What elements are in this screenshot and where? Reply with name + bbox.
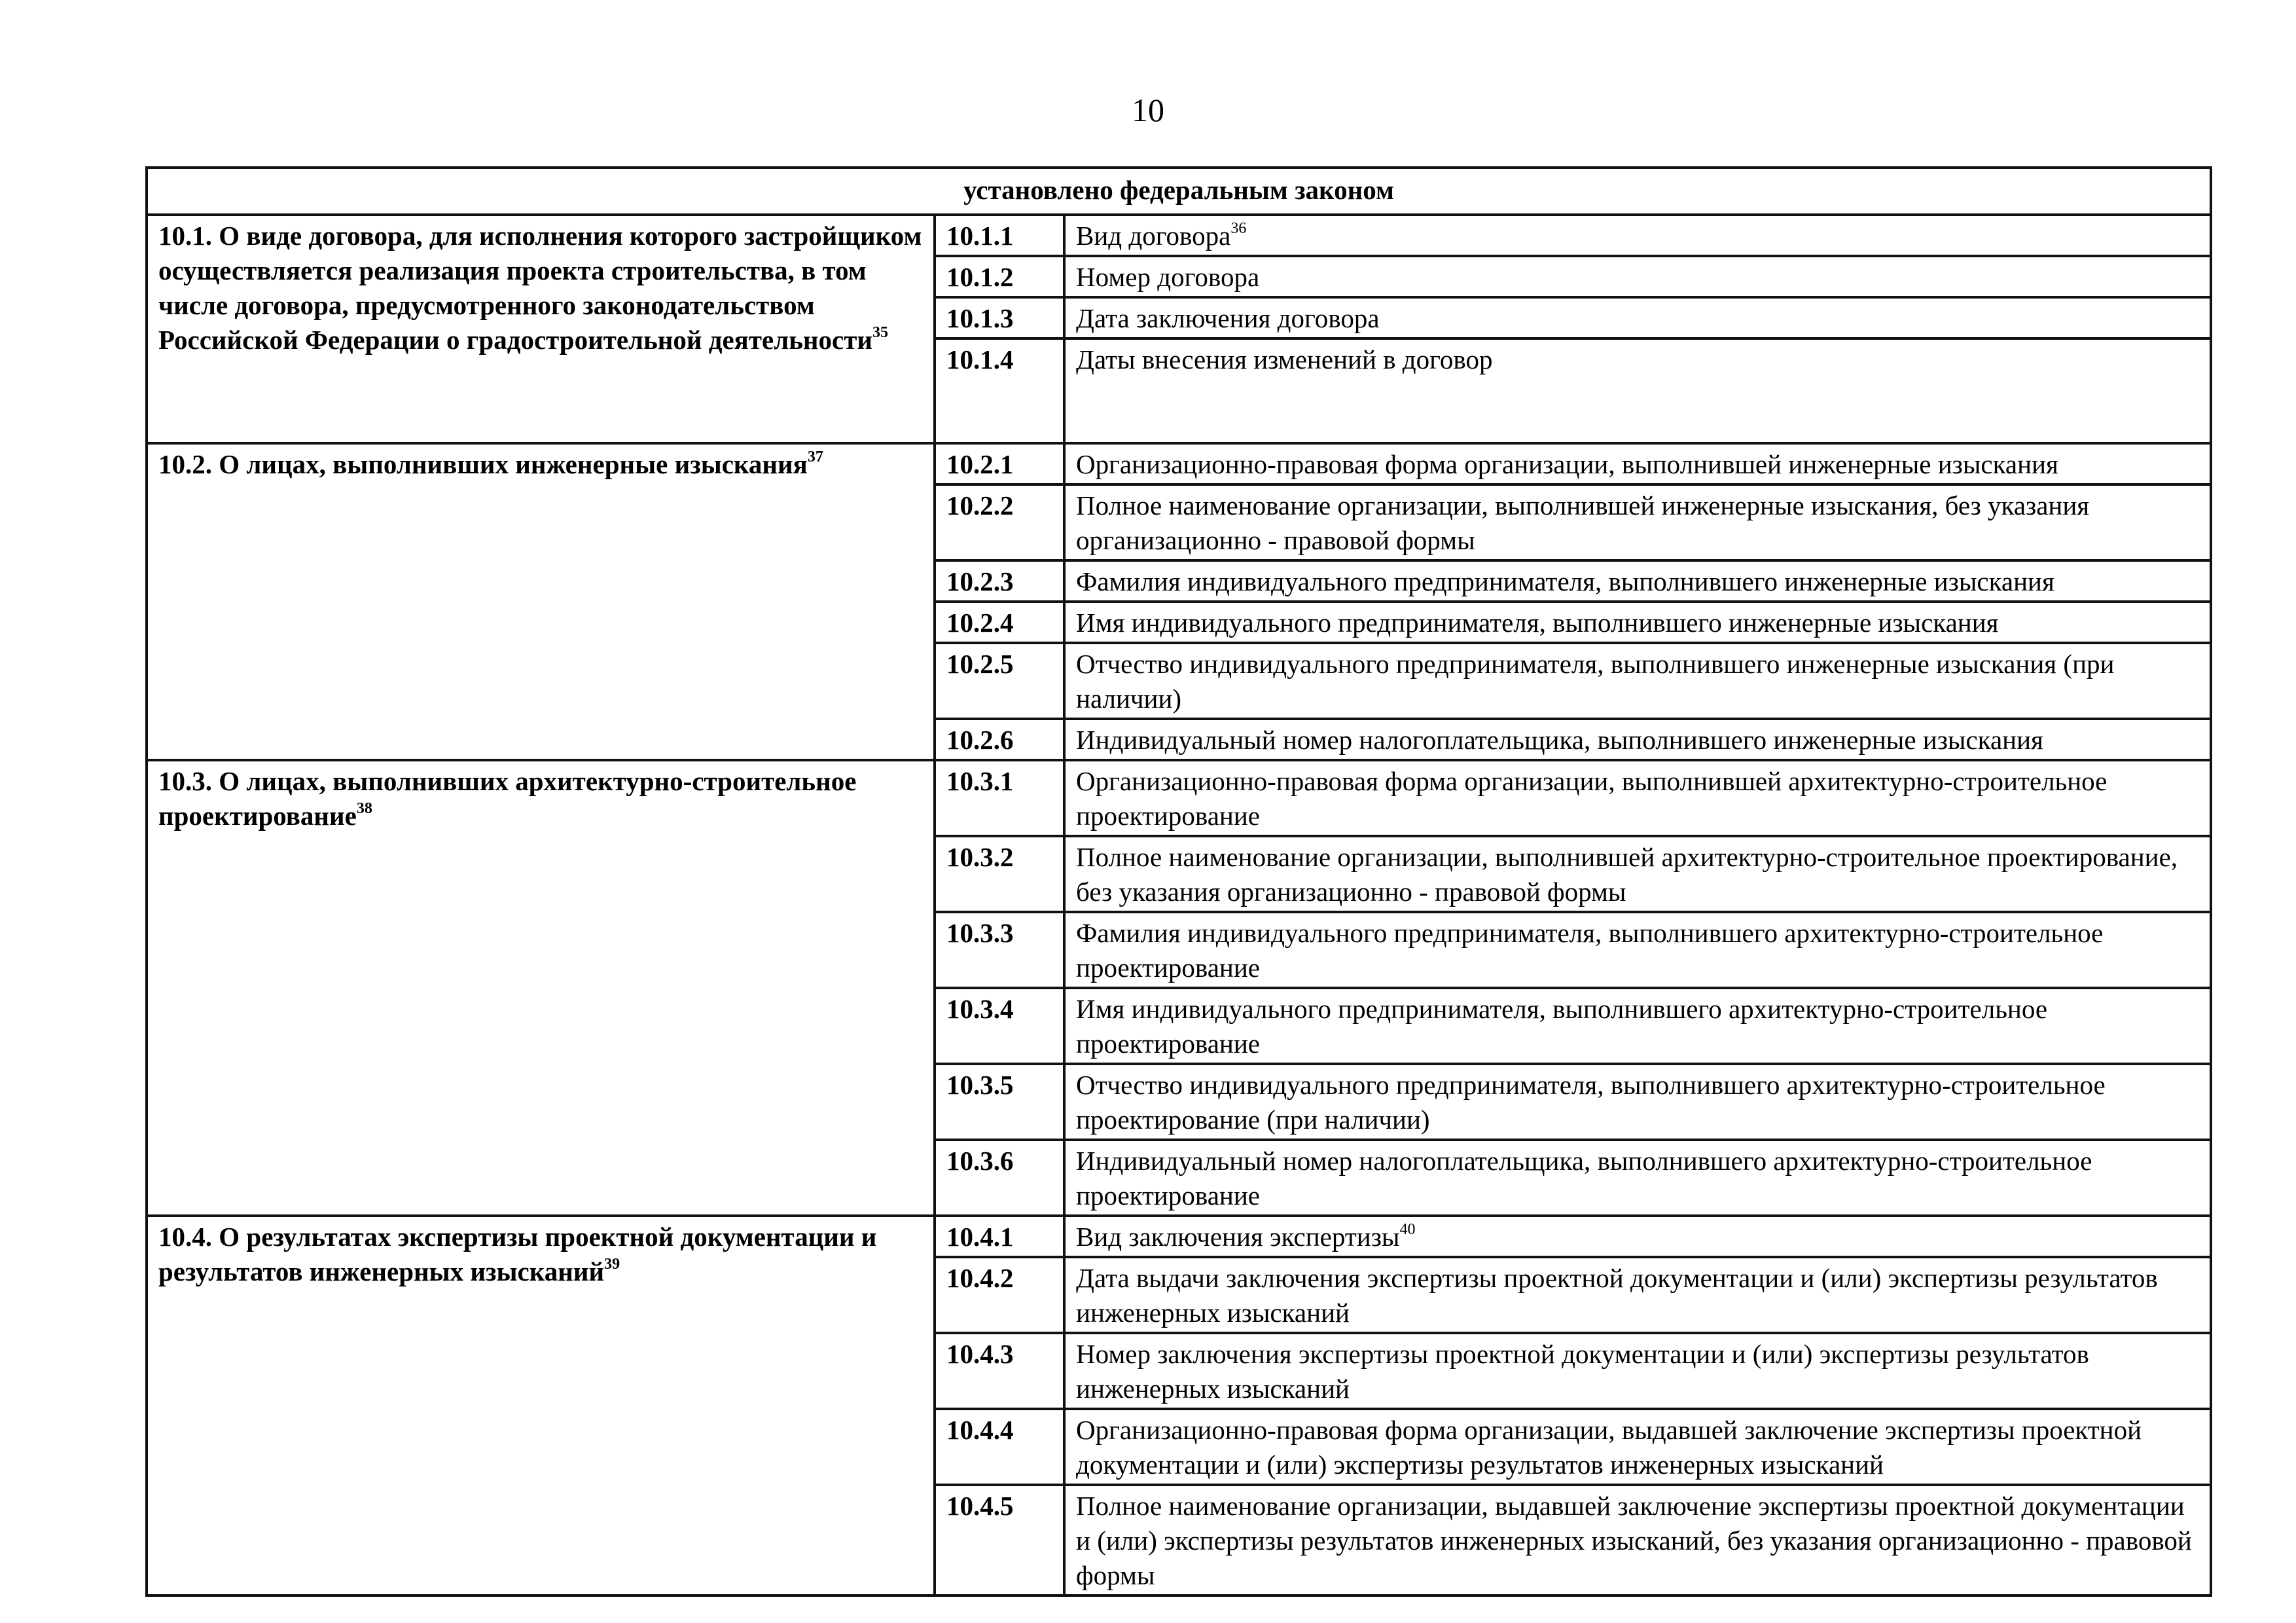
item-description-text: Отчество индивидуального предпринимателя, выполнившего архитектурно-строительное проектирование (при наличии): [1076, 1070, 2106, 1135]
item-description-text: Дата заключения договора: [1076, 303, 1380, 333]
item-description-text: Номер договора: [1076, 262, 1260, 292]
item-description-text: Даты внесения изменений в договор: [1076, 344, 1493, 374]
section-title-text: 10.4. О результатах экспертизы проектной документации и результатов инженерных изысканий: [158, 1222, 877, 1286]
section-title-text: 10.2. О лицах, выполнивших инженерные изыскания: [158, 449, 808, 479]
item-code: 10.3.2: [935, 836, 1064, 912]
table-header-banner: установлено федеральным законом: [147, 168, 2211, 215]
item-code: 10.2.1: [935, 443, 1064, 484]
item-description: [1064, 1140, 2211, 1216]
item-description: [1064, 256, 2211, 297]
item-description-text: Фамилия индивидуального предпринимателя, выполнившего архитектурно-строительное проектирование: [1076, 918, 2104, 983]
item-code: 10.4.2: [935, 1257, 1064, 1333]
section-title: [147, 215, 935, 443]
item-description: [1064, 215, 2211, 256]
item-code: 10.3.4: [935, 988, 1064, 1064]
item-description-text: Полное наименование организации, выполнившей инженерные изыскания, без указания организационно - правовой формы: [1076, 490, 2090, 555]
item-description: [1064, 988, 2211, 1064]
item-code: 10.2.6: [935, 719, 1064, 760]
item-code: 10.4.5: [935, 1485, 1064, 1596]
footnote-ref: 37: [807, 448, 823, 465]
item-description: [1064, 1216, 2211, 1257]
footnote-ref: 36: [1230, 220, 1247, 237]
item-code: 10.1.4: [935, 338, 1064, 443]
item-description: [1064, 297, 2211, 338]
item-code: 10.4.1: [935, 1216, 1064, 1257]
item-description: [1064, 836, 2211, 912]
section-title: [147, 760, 935, 1216]
item-code: 10.3.3: [935, 912, 1064, 988]
item-description: [1064, 1409, 2211, 1485]
footnote-ref: 35: [872, 324, 888, 341]
table-row: [147, 215, 2211, 256]
item-code: 10.3.1: [935, 760, 1064, 836]
item-description: [1064, 912, 2211, 988]
item-description-text: Вид заключения экспертизы: [1076, 1222, 1400, 1252]
item-description-text: Отчество индивидуального предпринимателя, выполнившего инженерные изыскания (при наличии): [1076, 649, 2115, 714]
item-code: 10.1.1: [935, 215, 1064, 256]
item-code: 10.1.2: [935, 256, 1064, 297]
header-row: [147, 168, 2211, 215]
item-description: [1064, 1064, 2211, 1140]
item-description-text: Индивидуальный номер налогоплательщика, выполнившего архитектурно-строительное проектирование: [1076, 1146, 2092, 1211]
item-code: 10.1.3: [935, 297, 1064, 338]
item-description-text: Организационно-правовая форма организации, выдавшей заключение экспертизы проектной документации и (или) экспертизы результатов инженерных изысканий: [1076, 1415, 2142, 1480]
item-description-text: Полное наименование организации, выдавшей заключение экспертизы проектной документации и (или) экспертизы результатов инженерных изысканий, без указания организационно - правовой формы: [1076, 1491, 2192, 1590]
item-description-text: Полное наименование организации, выполнившей архитектурно-строительное проектирование, без указания организационно - правовой формы: [1076, 842, 2178, 907]
item-description-text: Дата выдачи заключения экспертизы проектной документации и (или) экспертизы результатов инженерных изысканий: [1076, 1263, 2158, 1328]
item-code: 10.2.3: [935, 560, 1064, 602]
section-title: [147, 1216, 935, 1596]
item-description: [1064, 643, 2211, 719]
footnote-ref: 38: [356, 800, 372, 817]
table-row: [147, 1216, 2211, 1257]
table-body: [147, 168, 2211, 1596]
item-description-text: Вид договора: [1076, 221, 1231, 251]
item-description: [1064, 760, 2211, 836]
item-description-text: Номер заключения экспертизы проектной документации и (или) экспертизы результатов инженерных изысканий: [1076, 1339, 2089, 1404]
item-description-text: Индивидуальный номер налогоплательщика, выполнившего инженерные изыскания: [1076, 725, 2043, 755]
item-description: [1064, 1485, 2211, 1596]
item-code: 10.4.3: [935, 1333, 1064, 1409]
section-title-text: 10.1. О виде договора, для исполнения которого застройщиком осуществляется реализация проекта строительства, в том числе договора, предусмотренного законодательством Российской Федерации о градостроительной деятельности: [158, 221, 922, 355]
item-description-text: Фамилия индивидуального предпринимателя, выполнившего инженерные изыскания: [1076, 566, 2054, 596]
item-description: [1064, 338, 2211, 443]
item-code: 10.4.4: [935, 1409, 1064, 1485]
disclosure-table: [145, 166, 2212, 1597]
section-title: [147, 443, 935, 760]
item-description: [1064, 484, 2211, 560]
item-description-text: Организационно-правовая форма организации, выполнившей архитектурно-строительное проектирование: [1076, 766, 2108, 831]
item-description-text: Имя индивидуального предпринимателя, выполнившего архитектурно-строительное проектирование: [1076, 994, 2048, 1059]
item-description: [1064, 560, 2211, 602]
item-description-text: Организационно-правовая форма организации, выполнившей инженерные изыскания: [1076, 449, 2058, 479]
footnote-ref: 40: [1399, 1221, 1416, 1238]
item-description: [1064, 443, 2211, 484]
footnote-ref: 39: [604, 1256, 620, 1273]
item-description-text: Имя индивидуального предпринимателя, выполнившего инженерные изыскания: [1076, 608, 1999, 638]
page-number: 10: [1132, 92, 1164, 128]
item-code: 10.3.5: [935, 1064, 1064, 1140]
item-description: [1064, 602, 2211, 643]
table-row: [147, 760, 2211, 836]
table-row: [147, 443, 2211, 484]
item-description: [1064, 1333, 2211, 1409]
item-code: 10.2.2: [935, 484, 1064, 560]
item-description: [1064, 719, 2211, 760]
item-code: 10.2.5: [935, 643, 1064, 719]
item-code: 10.2.4: [935, 602, 1064, 643]
section-title-text: 10.3. О лицах, выполнивших архитектурно-строительное проектирование: [158, 766, 857, 831]
item-code: 10.3.6: [935, 1140, 1064, 1216]
item-description: [1064, 1257, 2211, 1333]
